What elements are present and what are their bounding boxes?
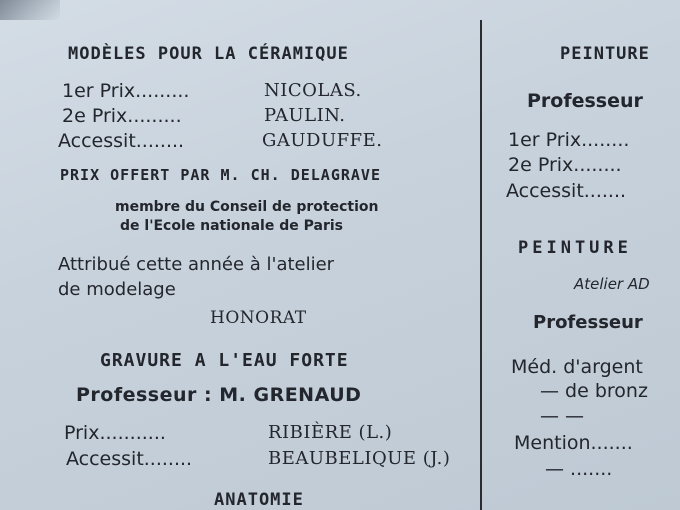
peinture-1-row-2: 2e Prix........ (508, 154, 622, 176)
peinture-1-professeur: Professeur (527, 90, 643, 112)
ceramique-row-1-name: NICOLAS. (264, 80, 362, 101)
peinture-1-row-1: 1er Prix........ (508, 129, 630, 151)
peinture-2-professeur: Professeur (533, 312, 643, 333)
gravure-row-1-name: RIBIÈRE (L.) (268, 422, 393, 443)
ceramique-title: MODÈLES POUR LA CÉRAMIQUE (68, 44, 349, 64)
gravure-row-2-name: BEAUBELIQUE (J.) (268, 448, 451, 469)
prix-offert-line-2: de l'Ecole nationale de Paris (120, 218, 343, 234)
gravure-professeur: Professeur : M. GRENAUD (76, 384, 362, 406)
gravure-title: GRAVURE A L'EAU FORTE (100, 350, 349, 371)
attribution-winner: HONORAT (210, 308, 307, 328)
peinture-2-row-1: Méd. d'argent (511, 356, 643, 378)
ceramique-row-2-name: PAULIN. (264, 105, 346, 126)
peinture-2-row-5: — ....... (545, 458, 613, 480)
ceramique-row-3-name: GAUDUFFE. (262, 130, 383, 151)
peinture-2-title: PEINTURE (518, 238, 632, 258)
ceramique-row-2-label: 2e Prix......... (62, 105, 182, 127)
peinture-2-row-2: — de bronz (540, 380, 648, 402)
column-divider (480, 20, 482, 510)
attribution-line-1: Attribué cette année à l'atelier (58, 254, 335, 275)
peinture-1-row-3: Accessit....... (506, 180, 627, 202)
prix-offert-title: PRIX OFFERT PAR M. CH. DELAGRAVE (60, 166, 381, 184)
page-corner-shadow (0, 0, 60, 20)
prix-offert-line-1: membre du Conseil de protection (115, 199, 379, 215)
gravure-row-1-label: Prix........... (64, 422, 166, 444)
ceramique-row-3-label: Accessit........ (58, 130, 185, 152)
attribution-line-2: de modelage (58, 279, 176, 300)
peinture-2-row-4: Mention....... (514, 432, 633, 454)
ceramique-row-1-label: 1er Prix......... (62, 80, 190, 102)
gravure-row-2-label: Accessit........ (66, 448, 193, 470)
anatomie-title: ANATOMIE (214, 490, 304, 510)
peinture-2-row-3: — — (540, 405, 585, 427)
peinture-1-title: PEINTURE (560, 44, 650, 64)
peinture-2-atelier: Atelier AD (574, 275, 650, 293)
